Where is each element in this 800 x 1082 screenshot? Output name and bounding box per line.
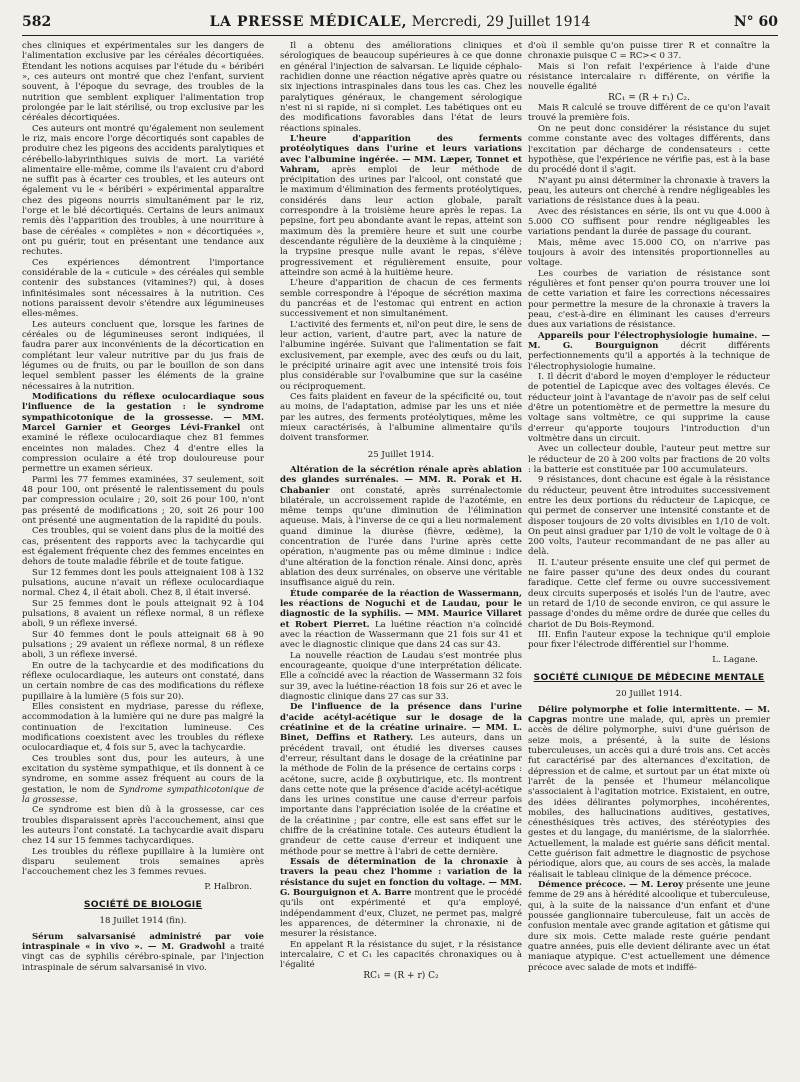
page-header xyxy=(22,12,778,34)
session-date: 18 Juillet 1914 (fin). xyxy=(99,916,187,927)
paragraph: 9 résistances, dont chacune est égale à la résistance du réducteur, peuvent être introduites successivement entre les deux portions du réducteur de Lapicque, ce qui permet de conserver une intensité constante et de disposer toujours de 20 volts divisibles en 1/10 de volt. On peut ainsi graduer par 1/10 de volt le voltage de 0 à 200 volts, l'auteur recommandant de ne pas aller au delà. xyxy=(528,475,770,558)
paragraph: d'où il semble qu'on puisse tirer R et connaître la chronaxie puisque C = RC>< 0 37. xyxy=(528,41,770,62)
paragraph-text: montre une malade, qui, après un premier accès de délire polymorphe, suivi d'une guérison de seize mois, a présenté, à la suite de lésions tuberculeuses, un accès qui a duré trois ans. Cet accès fut caractérisé par des alternances d'excitation, de dépression et de calme, et surtout par un état mixte où l'arrêt de la pensée et l'humeur mélancolique s'associaient à l'agitation motrice. Existaient, en outre, des idées délirantes polymorphes, incohérentes, mobiles, des hallucinations auditives, gestatives, cénesthésiques très actives, des stéréotypies des gestes et du langage, du maniérisme, de la sialorrhée. Actuellement, la malade est guérie sans déficit mental. Cette guérison fait admettre le diagnostic de psychose périodique, alors que, au cours de ses accès, la malade réalisait le tableau clinique de la démence précoce. xyxy=(528,715,770,880)
column-2 xyxy=(280,41,522,981)
journal-title: LA PRESSE MÉDICALE, xyxy=(209,14,408,30)
paragraph-text: ont examiné le réflexe oculocardiaque chez 81 femmes enceintes non malades. Chez 4 d'entre elles la compression oculaire a été trop douloureuse pour permettre un examen sérieux. xyxy=(22,422,264,475)
article-title: Appareils pour l'électrophysiologie humaine. — M. G. Bourguignon xyxy=(528,330,770,351)
page-number: 582 xyxy=(22,14,52,30)
author-signature: P. Halbron. xyxy=(204,881,252,892)
article-title: Délire polymorphe et folie intermittente. — M. Capgras xyxy=(528,704,770,725)
paragraph xyxy=(280,134,522,278)
section-heading: SOCIÉTÉ DE BIOLOGIE xyxy=(83,898,203,910)
paragraph: Mais, même avec 15.000 CO, on n'arrive pas toujours à avoir des intensités proportionnelles au voltage. xyxy=(528,237,770,269)
paragraph xyxy=(528,331,770,372)
paragraph: II. L'auteur présente ensuite une clef qui permet de ne faire passer qu'une des deux ondes du courant faradique. Cette clef ferme ou ouvre successivement deux circuits superposés et isolés l'un de l'autre, avec un retard de 1/10 de seconde environ, ce qui assure le passage d'ondes du même ordre de durée que celles du chariot de Du Bois-Reymond. xyxy=(528,557,770,630)
paragraph: L'activité des ferments et, nil'on peut dire, le sens de leur action, varient, d'autre part, avec la nature de l'albumine ingérée. Suivant que l'alimentation se fait exclusivement, par exemple, avec des œufs ou du lait, le précipité urinaire agit avec une intensité trois fois plus considérable sur l'ovalbumine que sur la caséine ou réciproquement. xyxy=(280,319,522,392)
paragraph: Avec un collecteur double, l'auteur peut mettre sur le réducteur de 20 à 200 volts par fractions de 20 volts : la batterie est constituée par 100 accumulateurs. xyxy=(528,444,770,475)
paragraph: Ces troubles sont dus, pour les auteurs, à une excitation du système sympathique, et ils donnent à ce syndrome, en somme assez fréquent au cours de la gestation, le nom de Syndrome sympathicotonique de la grossesse. xyxy=(22,753,264,805)
paragraph: Ces auteurs ont montré qu'également non seulement le riz, mais encore l'orge décortiqués sont capables de produire chez les pigeons des accidents paralytiques et cérébello-labyrinthiques suivis de mort. La variété alimentaire elle-même, comme ils l'avaient cru d'abord ne suffit pas à écarter ces troubles, et les auteurs ont également vu le « béribéri » expérimental apparaître chez des pigeons nourris simultanément par le riz, l'orge et le blé décortiqués. Certains de leurs animaux remis dès l'apparition des troubles, à une nourriture à base de céréales « complètes » non « décortiquées », ont pu guérir, tout en présentant une tendance aux rechutes. xyxy=(22,123,264,258)
paragraph-text: décrit différents perfectionnements qu'il a apportés à la technique de l'électrophysiologie humaine. xyxy=(528,340,771,372)
paragraph: Mais R calculé se trouve différent de ce qu'on l'avait trouvé la première fois. xyxy=(528,103,770,124)
paragraph-text: ont constaté, après surrénalectomie bilatérale, un accroissement rapide de l'azotémie, en même temps qu'une diminution de l'élimination aqueuse. Mais, à l'inverse de ce qui a lieu normalement quand diminue la diurèse (fièvre, œdème), la concentration de l'urée dans l'urine après cette opération, n'augmente pas ou même diminue : indice d'une altération de la fonction rénale. Ainsi donc, après ablation des deux surrénales, on observe une véritable insuffisance aiguë du rein. xyxy=(280,485,522,589)
paragraph xyxy=(280,465,522,589)
article-title: De l'influence de la présence dans l'urine d'acide acétyl-acétique sur le dosage de la créatinine et de la créatine urinaire. — MM. L. Binet, Deffins et Rathery. xyxy=(280,702,522,744)
article-title: Essais de détermination de la chronaxie à travers la peau chez l'homme : variation de la résistance du sujet en fonction du voltage. — MM. G. Bourguignon et A. Barre xyxy=(280,857,522,899)
paragraph: Mais si l'on refait l'expérience à l'aide d'une résistance intercalaire r₁ différente, on vérifie la nouvelle égalité xyxy=(528,61,770,93)
paragraph: N'ayant pu ainsi déterminer la chronaxie à travers la peau, les auteurs ont cherché à rendre négligeables les variations de résistance dues à la peau. xyxy=(528,175,770,207)
formula: RC₁ = (R + r₁) C₂. xyxy=(608,92,690,103)
session-date: 25 Juillet 1914. xyxy=(367,449,435,460)
paragraph: Les auteurs concluent que, lorsque les farines de céréales ou de légumineuses seront indiquées, il faudra parer aux inconvénients de la décortication en complétant leur valeur nutritive par du jus frais de légumes ou de fruits, ou par le bouillon de son dans lequel semblent passer les éléments de la graine nécessaires à la nutrition. xyxy=(22,319,264,392)
paragraph: III. Enfin l'auteur expose la technique qu'il emploie pour fixer l'électrode différentiel sur l'homme. xyxy=(528,630,770,651)
paragraph: En outre de la tachycardie et des modifications du réflexe oculocardiaque, les auteurs ont constaté, dans un certain nombre de cas des modifications du réflexe pupillaire à la lumière (5 fois sur 20). xyxy=(22,660,264,702)
paragraph xyxy=(528,880,770,973)
paragraph: Ces troubles, qui se voient dans plus de la moitié des cas, présentent des rapports avec la tachycardie qui est également fréquente chez des femmes enceintes en dehors de toute maladie fébrile et de toute fatigue. xyxy=(22,526,264,568)
paragraph: En appelant R la résistance du sujet, r la résistance intercalaire, C et C₁ les capacités chronaxiques ou à l'égalité xyxy=(280,939,522,971)
paragraph: Ces faits plaident en faveur de la spécificité ou, tout au moins, de l'adaptation, admise par les uns et niée par les autres, des ferments protéolytiques, même les mieux caractérisés, à l'albumine alimentaire qu'ils doivent transformer. xyxy=(280,392,522,444)
paragraph: On ne peut donc considérer la résistance du sujet comme constante avec des voltages différents, dans l'excitation par décharge de condensateurs : cette hypothèse, que l'expérience ne vérifie pas, est à la base du procédé dont il s'agit. xyxy=(528,123,770,176)
paragraph: Les troubles du réflexe pupillaire à la lumière ont disparu seulement trois semaines après l'accouchement chez les 3 femmes revues. xyxy=(22,846,264,878)
article-title: L'heure d'apparition des ferments protéolytiques dans l'urine et leurs variations avec l'albumine ingérée. — MM. Læper, Tonnet et Vahram, xyxy=(280,133,522,175)
paragraph: Sur 25 femmes dont le pouls atteignait 92 à 104 pulsations, 8 avaient un réflexe normal, 8 un réflexe aboli, 9 un réflexe inversé. xyxy=(22,598,264,630)
article-title: Étude comparée de la réaction de Wassermann, les réactions de Noguchi et de Laudau, pour le diagnostic de la syphilis. — MM. Maurice Villaret et Robert Pierret. xyxy=(280,588,522,630)
paragraph: Les courbes de variation de résistance sont régulières et font penser qu'on pourra trouver une loi de cette variation et faire les corrections nécessaires pour permettre la mesure de la chronaxie à travers la peau, c'est-à-dire en éliminant les causes d'erreurs dues aux variations de résistance. xyxy=(528,268,770,331)
article-title: Démence précoce. — M. Leroy xyxy=(538,880,684,891)
paragraph-text: montrent que le procédé qu'ils ont expérimenté et qu'a employé, indépendamment d'eux, Cluzet, ne permet pas, malgré les apparences, de déterminer la chronaxie, ni de mesurer la résistance. xyxy=(280,888,522,940)
syndrome-name: Syndrome sympathicotonique de la grossesse xyxy=(22,784,264,805)
paragraph xyxy=(280,857,522,940)
paragraph xyxy=(280,702,522,857)
paragraph-text: a traité vingt cas de syphilis cérébro-spinale, par l'injection intraspinale de sérum salvarsanisé in vivo. xyxy=(22,941,264,973)
issue-date: Mercredi, 29 Juillet 1914 xyxy=(411,14,591,30)
author-signature: L. Lagane. xyxy=(712,654,758,665)
paragraph-text: La luétine réaction n'a coïncidé avec la réaction de Wassermann que 21 fois sur 41 et avec le diagnostic clinique que dans 24 cas sur 43. xyxy=(280,619,523,651)
paragraph: Parmi les 77 femmes examinées, 37 seulement, soit 48 pour 100, ont présenté le ralentissement du pouls par compression oculaire ; 20, soit 26 pour 100, n'ont pas présenté de modifications ; 20, soit 26 pour 100 ont présenté une augmentation de la rapidité du pouls. xyxy=(22,474,264,526)
paragraph xyxy=(528,705,770,880)
column-3 xyxy=(528,41,770,973)
paragraph: I. Il décrit d'abord le moyen d'employer le réducteur de potentiel de Lapicque avec des voltages élevés. Ce réducteur joint à l'avantage de n'avoir pas de self celui d'être un potentiomètre et de permettre la mesure du voltage sans voltmètre, ce qui supprime la cause d'erreur qu'apporte toujours l'introduction d'un voltmètre dans un circuit. xyxy=(528,371,770,444)
paragraph-text: Ces troubles sont dus, pour les auteurs, à une excitation du système sympathique, et ils donnent à ce syndrome, en somme assez fréquent au cours de la gestation, le nom de xyxy=(22,753,264,795)
section-heading: SOCIÉTÉ CLINIQUE DE MÉDECINE MENTALE xyxy=(533,672,765,684)
paragraph: Il a obtenu des améliorations cliniques et sérologiques de beaucoup supérieures à ce que donne en général l'injection de salvarsan. Le liquide céphalo-rachidien donne une réaction négative après quatre ou six injections intraspinales dans tous les cas. Chez les paralytiques généraux, le changement sérologique n'est ni si rapide, ni si complet. Les tabétiques ont eu des modifications favorables dans l'état de leurs réactions spinales. xyxy=(280,41,522,134)
paragraph: Ces expériences démontrent l'importance considérable de la « cuticule » des céréales qui semble contenir des substances (vitamines?) qui, à doses infinitésimales sont nécessaires à la nutrition. Ces notions paraissent devoir s'étendre aux légumineuses elles-mêmes. xyxy=(22,257,264,320)
issue-number: N° 60 xyxy=(733,14,778,30)
paragraph: Sur 40 femmes dont le pouls atteignait 68 à 90 pulsations ; 29 avaient un réflexe normal, 8 un réflexe aboli, 3 un réflexe inversé. xyxy=(22,629,264,661)
paragraph: Ce syndrome est bien dû à la grossesse, car ces troubles disparaissent après l'accouchement, ainsi que les auteurs l'ont constaté. La tachycardie avait disparu chez 14 sur 15 femmes tachycardiques. xyxy=(22,805,264,847)
paragraph xyxy=(22,392,264,475)
paragraph: Elles consistent en mydriase, paresse du réflexe, accommodation à la lumière qui ne dure pas malgré la continuation de l'excitation lumineuse. Ces modifications coexistent avec les troubles du réflexe oculocardiaque et, 4 fois sur 5, avec la tachycardie. xyxy=(22,702,264,754)
paragraph: Sur 12 femmes dont les pouls atteignaient 108 à 132 pulsations, aucune n'avait un réflexe oculocardiaque normal. Chez 4, il était aboli. Chez 8, il était inversé. xyxy=(22,567,264,599)
paragraph: La nouvelle réaction de Laudau s'est montrée plus encourageante, quoique d'une interprétation délicate. Elle a coïncidé avec la réaction de Wassermann 32 fois sur 39, avec la luétine-réaction 18 fois sur 26 et avec le diagnostic clinique dans 27 cas sur 33. xyxy=(280,650,522,702)
column-1 xyxy=(22,41,264,973)
paragraph: L'heure d'apparition de chacun de ces ferments semble correspondre à l'époque de sécrétion maxima du pancréas et de l'estomac qui entrent en action successivement et non simultanément. xyxy=(280,278,522,320)
paragraph xyxy=(22,932,264,973)
paragraph: ches cliniques et expérimentales sur les dangers de l'alimentation exclusive par les céréales décortiquées. Étendant les notions acquises par l'étude du « béribéri », ces auteurs ont montré que chez l'enfant, survient souvent, à l'époque du sevrage, des troubles de la nutrition que semblent expliquer l'alimentation trop prolongée par le lait stérilisé, ou trop exclusive par les céréales décortiquées. xyxy=(22,41,264,124)
paragraph-text: Les auteurs, dans un précédent travail, ont étudié les diverses causes d'erreur, résultant dans le dosage de la créatinine par la méthode de Folin de la présence de certains corps : acétone, sucre, acide β oxybutirique, etc. Ils montrent dans cette note que la présence d'acide acétyl-acétique dans les urines constitue une cause d'erreur parfois importante dans l'appréciation isolée de la créatine et de la créatinine ; par contre, elle est sans effet sur le chiffre de la créatinine totale. Ces auteurs étudient la grandeur de cette cause d'erreur et indiquent une méthode pour se mettre à l'abri de cette dernière. xyxy=(280,733,522,857)
paragraph-text: après emploi de leur méthode de précipitation des urines par l'alcool, ont constaté que le maximum d'élimination des ferments protéolytiques, considérés dans leur action globale, paraît correspondre à la troisième heure après le repas. La pepsine, fort peu abondante avant le repas, atteint son maximum dès la première heure et suit une courbe descendante régulière de la deuxième à la cinquième ; la trypsine presque nulle avant le repas, s'élève progressivement et régulièrement ensuite, pour atteindre son acmé à la huitième heure. xyxy=(280,164,522,278)
journal-title-line xyxy=(22,14,778,30)
article-title: Sérum salvarsanisé administré par voie intraspinale « in vivo ». — M. Gradwohl xyxy=(22,931,264,952)
article-title: Modifications du réflexe oculocardiaque sous l'influence de la gestation : le syndrome sympathicotonique de la grossesse. — MM. Marcel Garnier et Georges Lévi-Frankel xyxy=(22,392,264,433)
header-rule xyxy=(22,35,778,36)
formula: RC₁ = (R + r) C₂ xyxy=(363,970,439,981)
paragraph: Avec des résistances en série, ils ont vu que 4.000 à 5.000 CO suffisent pour rendre négligeables les variations pendant la durée de passage du courant. xyxy=(528,206,770,238)
paragraph-text: présente une jeune femme de 29 ans à hérédité alcoolique et tuberculeuse, qui, à la suite de la naissance d'un enfant et d'une poussée ganglionnaire tuberculeuse, fait un accès de confusion mentale avec grande agitation et gâtisme qui dure six mois. Cette malade reste guérie pendant quatre années, puis elle devient délirante avec un état maniaque atypique. C'est actuellement une démence précoce avec salade de mots et indiffé- xyxy=(528,880,770,973)
session-date: 20 Juillet 1914. xyxy=(615,689,683,700)
paragraph xyxy=(280,589,522,651)
article-title: Altération de la sécrétion rénale après ablation des glandes surrénales. — MM. R. Porak et H. Chabanier xyxy=(280,464,522,496)
